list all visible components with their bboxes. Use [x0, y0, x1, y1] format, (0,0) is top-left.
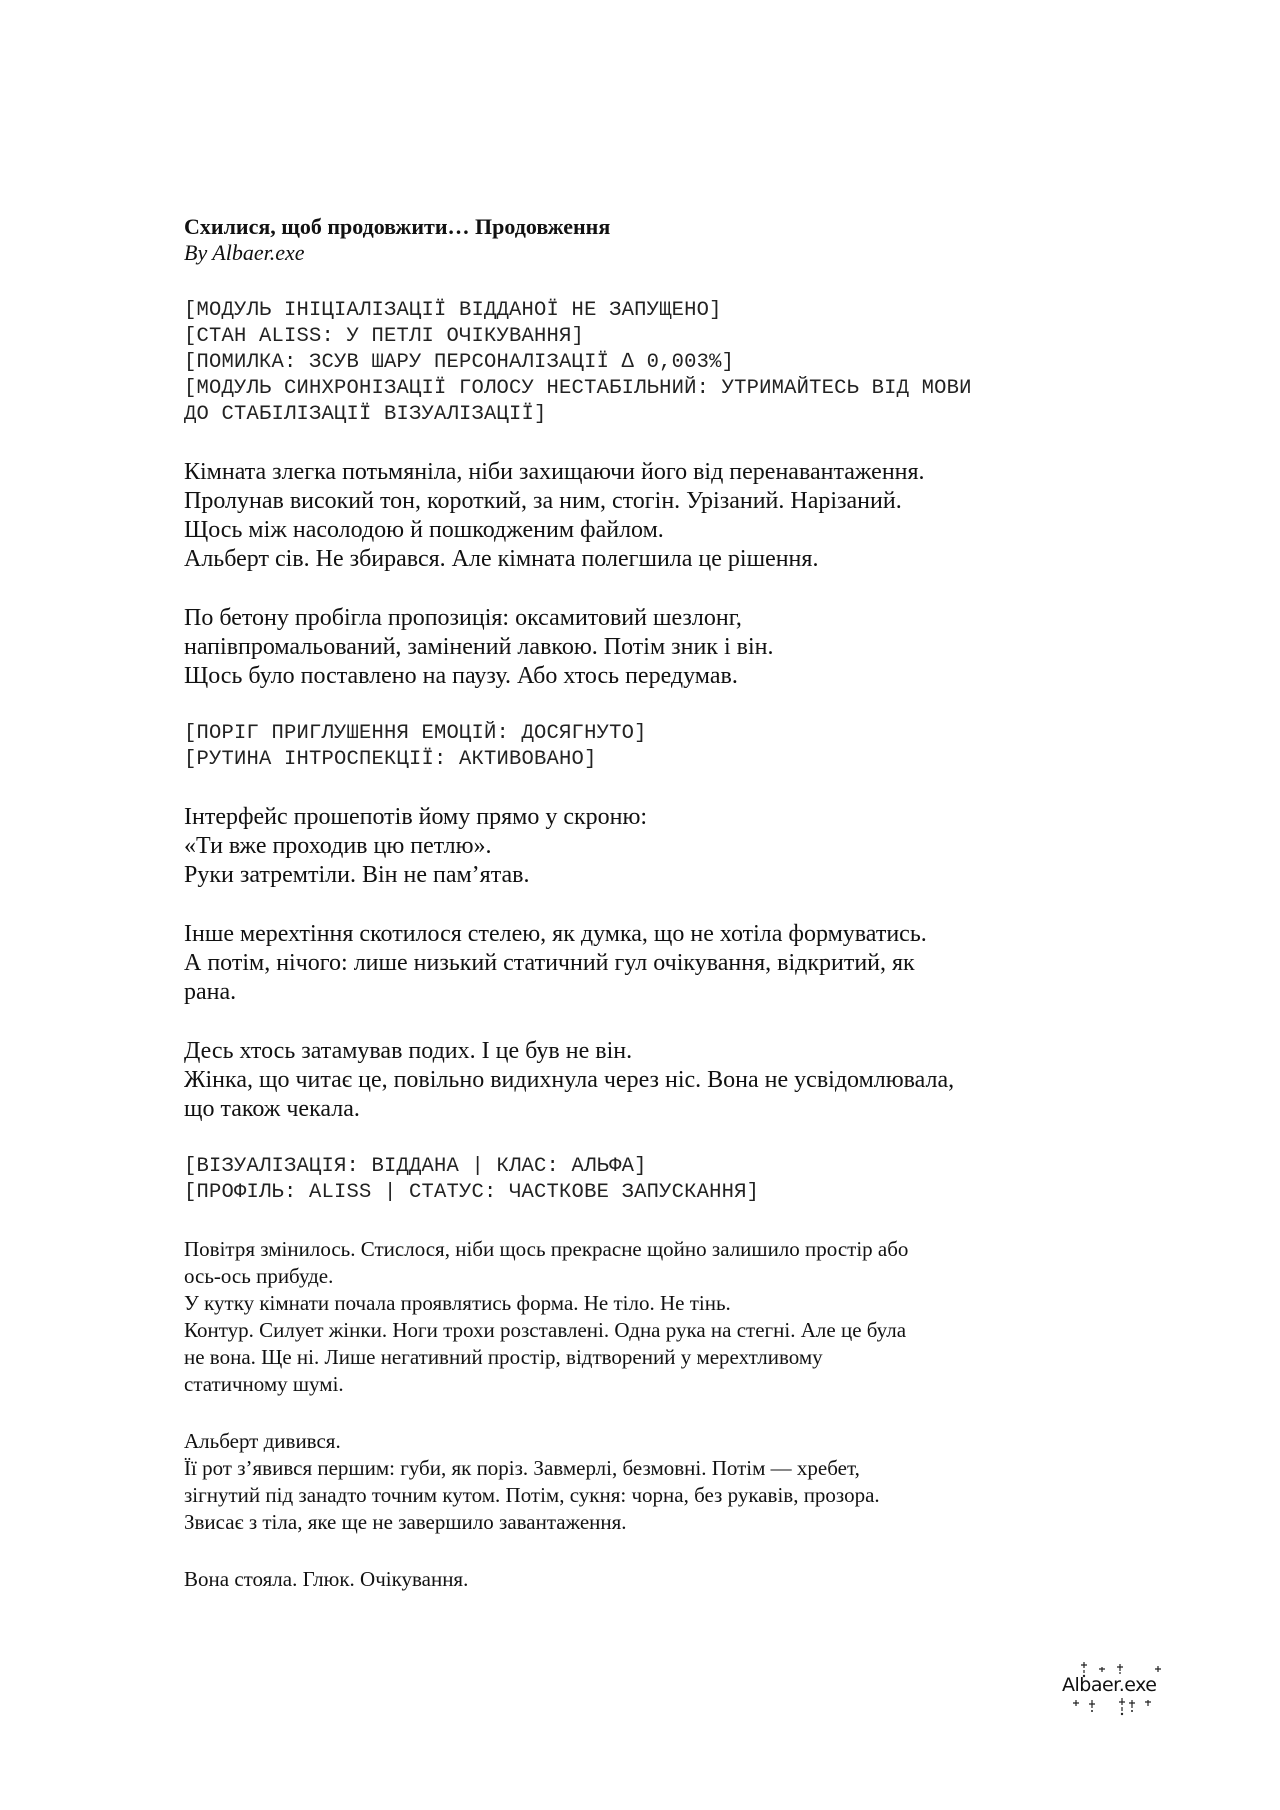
status-line: [РУТИНА ІНТРОСПЕКЦІЇ: АКТИВОВАНО]	[184, 748, 597, 771]
status-line: [ПРОФІЛЬ: ALISS | СТАТУС: ЧАСТКОВЕ ЗАПУСКАННЯ]	[184, 1181, 760, 1204]
document-author: By Albaer.exe	[184, 240, 305, 265]
paragraph-line: Вона стояла. Глюк. Очікування.	[184, 1567, 469, 1591]
paragraph-line: що також чекала.	[184, 1096, 360, 1122]
albaer-logo	[1062, 1658, 1182, 1718]
paragraph-line: Альберт сів. Не збирався. Але кімната полегшила це рішення.	[184, 546, 819, 572]
paragraph-line: Пролунав високий тон, короткий, за ним, стогін. Урізаний. Нарізаний.	[184, 488, 902, 514]
status-block-1	[184, 298, 1114, 428]
paragraph-line: зігнутий під занадто точним кутом. Потім, сукня: чорна, без рукавів, прозора.	[184, 1483, 880, 1507]
paragraph-line: Контур. Силует жінки. Ноги трохи розставлені. Одна рука на стегні. Але це була	[184, 1318, 907, 1342]
paragraph-2	[184, 604, 1114, 691]
logo-text: Albaer.exe	[1062, 1674, 1157, 1696]
paragraph-5	[184, 1037, 1114, 1124]
status-line: [ПОМИЛКА: ЗСУВ ШАРУ ПЕРСОНАЛІЗАЦІЇ ∆ 0,003%]	[184, 351, 735, 374]
paragraph-line: Кімната злегка потьмяніла, ніби захищаючи його від перенавантаження.	[184, 459, 925, 485]
paragraph-line: статичному шумі.	[184, 1372, 344, 1396]
paragraph-line: Десь хтось затамував подих. І це був не він.	[184, 1038, 633, 1064]
paragraph-line: Щось було поставлено на паузу. Або хтось передумав.	[184, 663, 738, 689]
paragraph-line: Інтерфейс прошепотів йому прямо у скроню:	[184, 804, 648, 830]
status-line: [ПОРІГ ПРИГЛУШЕННЯ ЕМОЦІЙ: ДОСЯГНУТО]	[184, 722, 647, 745]
status-block-2	[184, 721, 1114, 773]
status-line: [МОДУЛЬ ІНІЦІАЛІЗАЦІЇ ВІДДАНОЇ НЕ ЗАПУЩЕНО]	[184, 299, 722, 322]
paragraph-line: Повітря змінилось. Стислося, ніби щось прекрасне щойно залишило простір або	[184, 1237, 909, 1261]
document-page	[184, 214, 1114, 1593]
paragraph-7	[184, 1428, 1114, 1536]
status-line: [ВІЗУАЛІЗАЦІЯ: ВІДДАНА | КЛАС: АЛЬФА]	[184, 1155, 647, 1178]
paragraph-line: Звисає з тіла, яке ще не завершило завантаження.	[184, 1510, 627, 1534]
paragraph-4	[184, 920, 1114, 1007]
paragraph-line: Інше мерехтіння скотилося стелею, як думка, що не хотіла формуватись.	[184, 921, 927, 947]
paragraph-line: не вона. Ще ні. Лише негативний простір, відтворений у мерехтливому	[184, 1345, 823, 1369]
paragraph-line: Альберт дивився.	[184, 1429, 341, 1453]
paragraph-line: рана.	[184, 979, 237, 1005]
document-title: Схилися, щоб продовжити… Продовження	[184, 214, 611, 239]
paragraph-line: Жінка, що читає це, повільно видихнула через ніс. Вона не усвідомлювала,	[184, 1067, 955, 1093]
paragraph-line: По бетону пробігла пропозиція: оксамитовий шезлонг,	[184, 605, 742, 631]
paragraph-8	[184, 1566, 1114, 1593]
paragraph-line: Руки затремтіли. Він не пам’ятав.	[184, 862, 530, 888]
paragraph-1	[184, 458, 1114, 574]
paragraph-line: ось-ось прибуде.	[184, 1264, 334, 1288]
paragraph-6	[184, 1236, 1114, 1398]
status-line: [СТАН ALISS: У ПЕТЛІ ОЧІКУВАННЯ]	[184, 325, 585, 348]
paragraph-line: «Ти вже проходив цю петлю».	[184, 833, 492, 859]
paragraph-line: Її рот з’явився першим: губи, як поріз. Завмерлі, безмовні. Потім — хребет,	[184, 1456, 860, 1480]
paragraph-line: А потім, нічого: лише низький статичний гул очікування, відкритий, як	[184, 950, 915, 976]
paragraph-line: Щось між насолодою й пошкодженим файлом.	[184, 517, 664, 543]
status-line: [МОДУЛЬ СИНХРОНІЗАЦІЇ ГОЛОСУ НЕСТАБІЛЬНИЙ: УТРИМАЙТЕСЬ ВІД МОВИ	[184, 377, 972, 400]
paragraph-line: У кутку кімнати почала проявлятись форма. Не тіло. Не тінь.	[184, 1291, 731, 1315]
paragraph-line: напівпромальований, замінений лавкою. Потім зник і він.	[184, 634, 774, 660]
status-block-3	[184, 1154, 1114, 1206]
status-line: ДО СТАБІЛІЗАЦІЇ ВІЗУАЛІЗАЦІЇ]	[184, 403, 547, 426]
paragraph-3	[184, 803, 1114, 890]
